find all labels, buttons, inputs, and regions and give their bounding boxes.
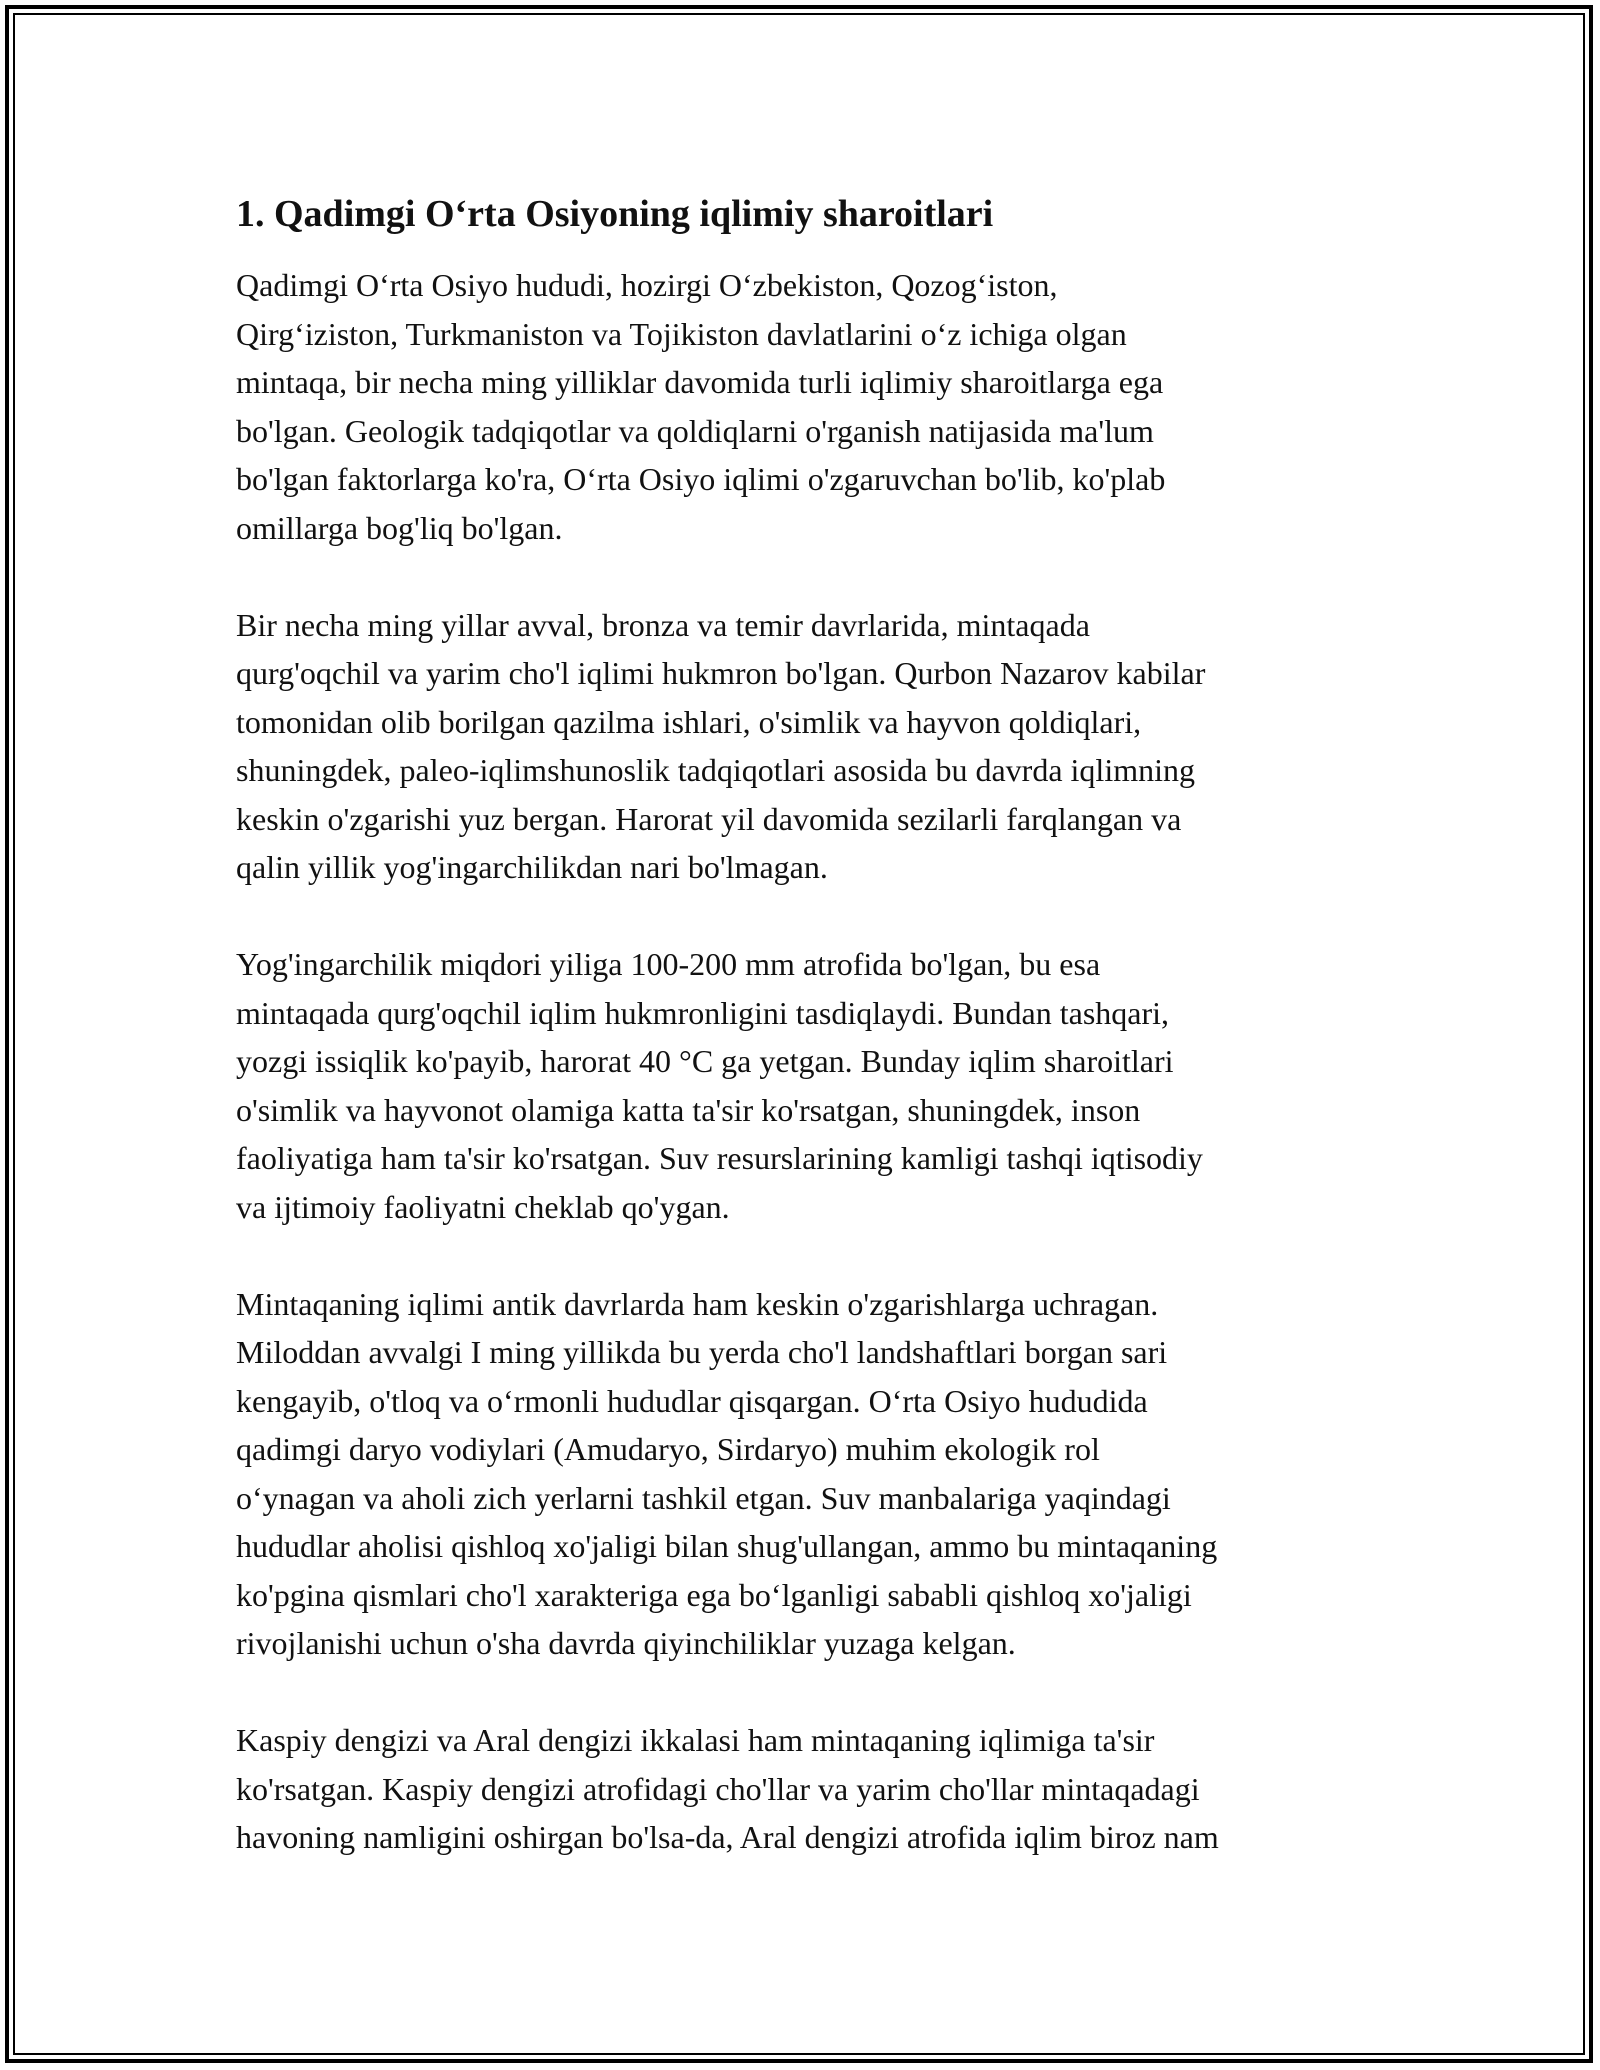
paragraph-5: Kaspiy dengizi va Aral dengizi ikkalasi ham mintaqaning iqlimiga ta'sir ko'rsatgan. Kaspiy dengizi atrofidagi cho'llar va yarim cho'llar mintaqadagi havoning namligini oshirgan bo'lsa-da, Aral dengizi atrofida iqlim biroz nam [236, 1722, 1219, 1855]
paragraph-3: Yog'ingarchilik miqdori yiliga 100-200 mm atrofida bo'lgan, bu esa mintaqada qurg'oqchil iqlim hukmronligini tasdiqlaydi. Bundan tashqari, yozgi issiqlik ko'payib, harorat 40 °C ga yetgan. Bunday iqlim sharoitlari o'simlik va hayvonot olamiga katta ta'sir ko'rsatgan, shuningdek, inson faoliyatiga ham ta'sir ko'rsatgan. Suv resurslarining kamligi tashqi iqtisodiy va ijtimoiy faoliyatni cheklab qo'ygan. [236, 946, 1203, 1225]
section-heading: 1. Qadimgi O‘rta Osiyoning iqlimiy sharoitlari [236, 193, 994, 235]
paragraph-1: Qadimgi O‘rta Osiyo hududi, hozirgi O‘zbekiston, Qozog‘iston, Qirg‘iziston, Turkmaniston va Tojikiston davlatlarini o‘z ichiga olgan mintaqa, bir necha ming yilliklar davomida turli iqlimiy sharoitlarga ega bo'lgan. Geologik tadqiqotlar va qoldiqlarni o'rganish natijasida ma'lum bo'lgan faktorlarga ko'ra, O‘rta Osiyo iqlimi o'zgaruvchan bo'lib, ko'plab omillarga bog'liq bo'lgan. [236, 267, 1166, 546]
document-body [236, 186, 1376, 1910]
paragraph-2: Bir necha ming yillar avval, bronza va temir davrlarida, mintaqada qurg'oqchil va yarim cho'l iqlimi hukmron bo'lgan. Qurbon Nazarov kabilar tomonidan olib borilgan qazilma ishlari, o'simlik va hayvon qoldiqlari, shuningdek, paleo-iqlimshunoslik tadqiqotlari asosida bu davrda iqlimning keskin o'zgarishi yuz bergan. Harorat yil davomida sezilarli farqlangan va qalin yillik yog'ingarchilikdan nari bo'lmagan. [236, 606, 1206, 885]
paragraph-4: Mintaqaning iqlimi antik davrlarda ham keskin o'zgarishlarga uchragan. Miloddan avvalgi I ming yillikda bu yerda cho'l landshaftlari borgan sari kengayib, o'tloq va o‘rmonli hududlar qisqargan. O‘rta Osiyo hududida qadimgi daryo vodiylari (Amudaryo, Sirdaryo) muhim ekologik rol o‘ynagan va aholi zich yerlarni tashkil etgan. Suv manbalariga yaqindagi hududlar aholisi qishloq xo'jaligi bilan shug'ullangan, ammo bu mintaqaning ko'pgina qismlari cho'l xarakteriga ega bo‘lganligi sababli qishloq xo'jaligi rivojlanishi uchun o'sha davrda qiyinchiliklar yuzaga kelgan. [236, 1285, 1218, 1661]
